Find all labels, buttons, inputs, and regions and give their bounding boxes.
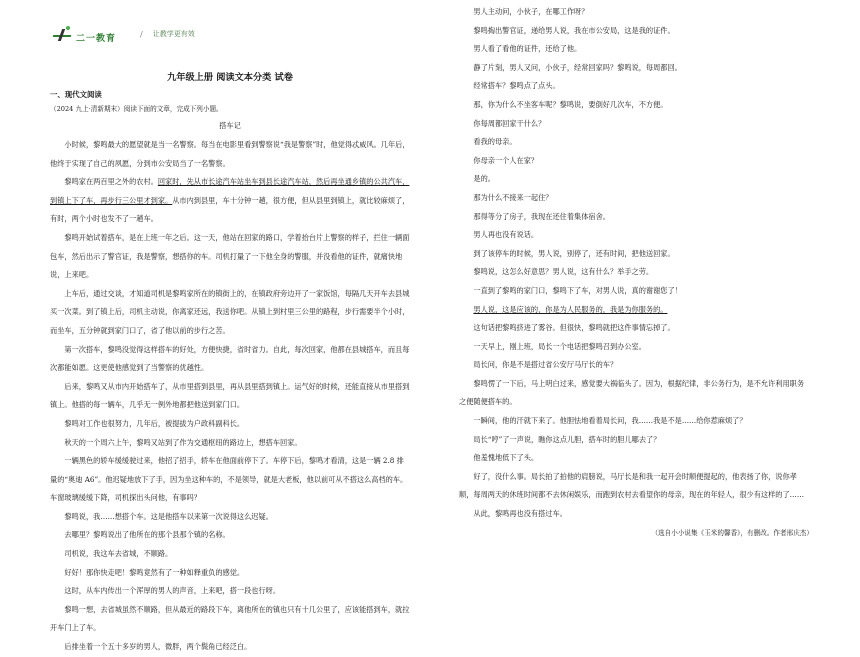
paragraph-text: 司机说，我这车去省城，不顺路。 — [64, 549, 173, 559]
paragraph-text: 一瞬间，他的汗就下来了。他胆怯地看着局长问，我……我是不是……给你惹麻烦了？ — [473, 416, 747, 426]
paragraph-text: 小时候，黎鸣最大的愿望就是当一名警察。每当在电影里看到警察说“我是警察”时，他觉得忒威风。几年后，他终于实现了自己的夙愿，分到市公安局当了一名警察。 — [50, 140, 410, 168]
left-column — [50, 70, 410, 657]
header-slogan: 让教学更有效 — [152, 30, 195, 38]
paragraph-text: 黎鸣一想，去省城虽然不顺路，但从最近的路段下车，离他所在的镇也只有十几公里了，应该能搭到车，就拉开车门上了车。 — [50, 604, 410, 633]
paragraph — [459, 338, 809, 357]
paragraph-text: 后排坐着一个五十多岁的男人，微胖，两个鬓角已经泛白。 — [64, 642, 252, 652]
paragraph-text: 黎鸣愣了一下后，马上明白过来，感觉要大祸临头了。因为，根据纪律，非公务行为，是不允许利用职务之便随便搭车的。 — [459, 378, 805, 407]
right-column — [459, 3, 813, 542]
paragraph — [459, 282, 809, 301]
paragraph — [459, 263, 809, 282]
paragraph-text: 一辆黑色的轿车缓缓驶过来，他招了招手，轿车在他面前停下了。车停下后，黎鸣才看清，这是一辆 2.8 排量的“奥迪 A6”。他迟疑地放下了手，因为坐这种车的，不是领导，就是大老板，他以前可从不搭这么高档的车。车窗玻璃缓缓下降，司机探出头问他，有事吗？ — [50, 456, 408, 503]
paragraph — [459, 96, 809, 115]
paragraph-text: 男人再也没有说话。 — [473, 230, 539, 240]
paragraph-text: 这句话把黎鸣挤进了雾谷。但很快，黎鸣就把这件事情忘掉了。 — [473, 323, 675, 333]
paragraph — [50, 545, 410, 564]
paragraph-text: 那，你为什么不坐客车呢？黎鸣说，要倒好几次车，不方便。 — [473, 99, 668, 109]
paragraph — [459, 133, 809, 152]
exam-title: 九年级上册 阅读文本分类 试卷 — [167, 72, 293, 83]
paragraph — [50, 582, 410, 601]
logo-text: 二一教育 — [76, 33, 117, 44]
paragraph-text: 好了，没什么事。局长拍了拍他的肩膀说，马厅长是和我一起开会时顺便提起的，他表扬了你，说你孝顺，每周两天的休班时间都不去休闲娱乐，而跑到农村去看望你的母亲，现在的年轻人，很少有这样的了…… — [459, 471, 805, 500]
paragraph — [50, 638, 410, 657]
paragraph-text: 一天早上，刚上班，局长一个电话把黎鸣召到办公室。 — [473, 341, 646, 351]
paragraph — [459, 505, 809, 524]
paragraph — [459, 468, 809, 505]
paragraph — [50, 136, 410, 173]
logo — [52, 25, 116, 44]
paragraph — [459, 226, 809, 245]
paragraph-text: 从此，黎鸣再也没有搭过车。 — [473, 509, 567, 519]
paragraph-text: 后来，黎鸣又从市内开始搭车了，从市里搭到县里，再从县里搭到镇上。运气好的时候，还能直接从市里搭到镇上。他搭的每一辆车，几乎无一例外地都把他送到家门口。 — [50, 381, 410, 410]
paragraph — [50, 564, 410, 583]
left-article-body — [50, 136, 410, 657]
header-separator: / — [140, 29, 143, 39]
paragraph — [50, 452, 410, 508]
paragraph-text: 到了该停车的时候，男人说，别停了，还有时间，把他送回家。 — [473, 248, 675, 258]
article-title: 搭车记 — [219, 121, 241, 130]
paragraph-text: 上车后，通过交谈，才知道司机是黎鸣家所在的镇街上的，在镇政府旁边开了一家饭馆，每隔几天开车去县城买一次菜。到了镇上后，司机主动说，你离家还远，我送你吧。从镇上到村里三公里的路程，步行需要半个小时，而坐车，五分钟就到家门口了，省了他以前的步行之苦。 — [50, 288, 410, 335]
paragraph — [50, 229, 410, 285]
paragraph — [459, 319, 809, 338]
paragraph-text: 那得等分了房子，我现在还住着集体宿舍。 — [473, 211, 610, 221]
paragraph — [459, 356, 809, 375]
article-credit: （选自小小说集《玉米的馨香》，有删改。作者邢庆杰） — [651, 528, 813, 537]
paragraph — [50, 378, 410, 415]
paragraph — [459, 301, 809, 320]
paragraph-text: 黎鸣开始试着搭车，是在上班一年之后。这一天，他站在回家的路口，学着抬台片上警察的样子，拦住一辆面包车，然后出示了警官证，我是警察，想搭你的车。司机打量了一下他全身的警服，并没看他的证件，就痛快地说，上来吧。 — [50, 232, 410, 280]
paragraph — [459, 115, 809, 134]
page-header — [52, 22, 195, 46]
paragraph-text: 你每周都回家干什么？ — [473, 118, 546, 128]
paragraph-text: 黎鸣家在两百里之外的农村。 — [64, 177, 158, 187]
paragraph — [459, 59, 809, 78]
paragraph — [50, 601, 410, 638]
underlined-sentence: 回家时，先从市长途汽车站坐车到县长途汽车站，然后再坐通乡镇的公共汽车，到镇上下了车，再步行三公里才到家。 — [50, 177, 410, 205]
paragraph — [459, 3, 809, 22]
paragraph-text: 好好！那你快走吧！黎鸣竟然有了一种如释重负的感觉。 — [64, 567, 245, 577]
paragraph — [459, 449, 809, 468]
paragraph — [50, 434, 410, 453]
paragraph-text: 黎鸣说，我……想搭个车。这是他搭车以来第一次说得这么迟疑。 — [64, 511, 273, 521]
paragraph — [50, 173, 410, 229]
paragraph-text: 是的。 — [473, 174, 495, 184]
paragraph-text: 从市内到县里，车十分钟一趟，很方便，但从县里到镇上，就比较麻烦了，有时，两个小时也发不了一趟车。 — [50, 195, 410, 224]
paragraph — [459, 170, 809, 189]
paragraph — [459, 245, 809, 264]
paragraph-text: 那为什么不接来一起住？ — [473, 192, 553, 202]
paragraph — [50, 341, 410, 378]
paragraph-text: 黎鸣对工作也很努力，几年后，被提拔为户政科副科长。 — [64, 418, 245, 428]
section-heading: 一、现代文阅读 — [50, 90, 102, 99]
paragraph-text: 经常搭车？黎鸣点了点头。 — [473, 81, 560, 91]
paragraph-text: 男人看了看他的证件，还给了他。 — [473, 44, 582, 54]
paragraph-text: 黎鸣说，这怎么好意思？男人说，这有什么？举手之劳。 — [473, 267, 654, 277]
paragraph-text: 一直到了黎鸣的家门口，黎鸣下了车，对男人说，真的谢谢您了！ — [473, 285, 682, 295]
paragraph — [459, 375, 809, 412]
paragraph — [459, 208, 809, 227]
paragraph — [50, 285, 410, 341]
logo-icon — [52, 26, 74, 42]
paragraph — [50, 526, 410, 545]
paragraph-text: 他羞愧地低下了头。 — [473, 453, 539, 463]
paragraph — [459, 40, 809, 59]
paragraph-text: 静了片刻，男人又问，小伙子，经常回家吗？黎鸣说，每周都回。 — [473, 62, 682, 72]
underlined-sentence: 男人说，这是应该的，你是为人民服务的，我是为你服务的。 — [473, 304, 668, 314]
paragraph — [459, 412, 809, 431]
paragraph-text: 秋天的一个周六上午，黎鸣又站到了作为交通枢纽的路边上，想搭车回家。 — [64, 437, 302, 447]
paragraph-text: 这时，从车内传出一个浑厚的男人的声音，上来吧，搭一段也行呀。 — [64, 586, 281, 596]
right-article-body — [459, 3, 809, 524]
paragraph — [459, 77, 809, 96]
paragraph-text: 黎鸣掏出警官证，递给男人说，我在市公安局，这是我的证件。 — [473, 25, 675, 35]
paragraph — [50, 508, 410, 527]
paragraph — [459, 431, 809, 450]
paragraph — [50, 415, 410, 434]
paragraph-text: 看我的母亲。 — [473, 137, 517, 147]
paragraph — [459, 152, 809, 171]
paragraph-text: 去哪里？黎鸣说出了他所在的那个县那个镇的名称。 — [64, 530, 230, 540]
paragraph — [459, 189, 809, 208]
paragraph-text: 你母亲一个人在家？ — [473, 155, 539, 165]
paragraph-text: 局长“哼”了一声说，瞧你这点儿胆，搭车时的胆儿哪去了？ — [473, 434, 661, 444]
paragraph-text: 男人主动问，小伙子，在哪工作呀？ — [473, 7, 589, 16]
paragraph — [459, 22, 809, 41]
paragraph-text: 第一次搭车，黎鸣没觉得这样搭车的好处，方便快捷，省时省力。自此，每次回家，他都在县城搭车，而且每次都能如愿。这更使他感觉到了当警察的优越性。 — [50, 344, 410, 373]
paragraph-text: 局长问，你是不是搭过省公安厅马厅长的车？ — [473, 360, 618, 370]
question-source: （2024 九上·清新期末）阅读下面的文章，完成下列小题。 — [50, 105, 223, 113]
